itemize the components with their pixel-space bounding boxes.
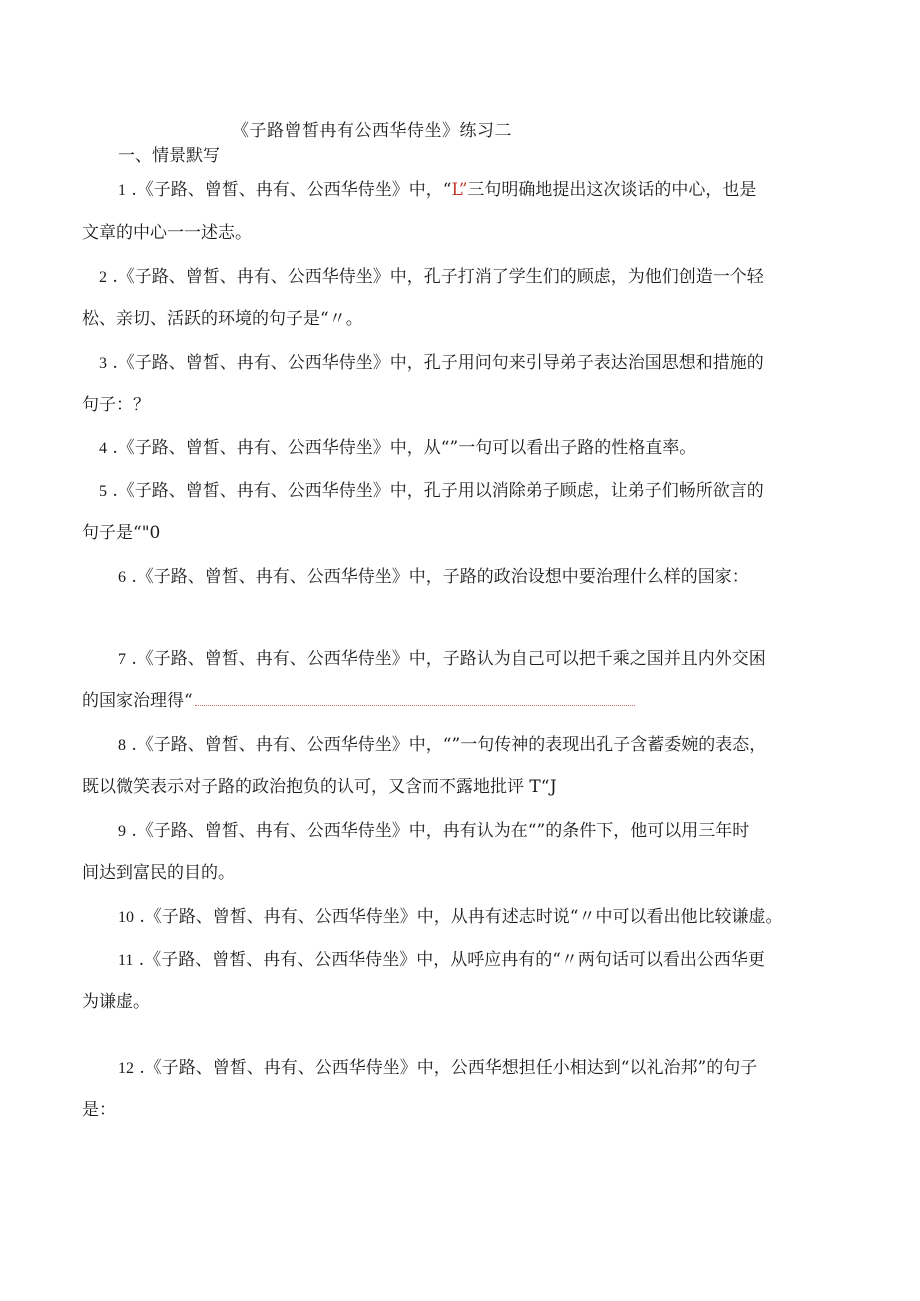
question-number: 3 <box>99 355 107 372</box>
question-2-line-2: 松、亲切、活跃的环境的句子是“〃。 <box>82 309 363 329</box>
page-title: 《子路曾皙冉有公西华侍坐》练习二 <box>232 121 512 141</box>
question-number: 9 <box>118 823 126 840</box>
question-3-line-1: 3 .《子路、曾皙、冉有、公西华侍坐》中，孔子用问句来引导弟子表达治国思想和措施的 <box>99 353 764 373</box>
question-7-line-1: 7 .《子路、曾皙、冉有、公西华侍坐》中，子路认为自己可以把千乘之国并且内外交困 <box>118 649 766 669</box>
question-8-line-1: 8 .《子路、曾皙、冉有、公西华侍坐》中，“”一句传神的表现出孔子含蓄委婉的表态， <box>118 735 767 755</box>
question-number: 8 <box>118 737 126 754</box>
question-11-line-1: 11 .《子路、曾皙、冉有、公西华侍坐》中，从呼应冉有的“〃两句话可以看出公西华更 <box>118 950 765 970</box>
question-number: 7 <box>118 651 126 668</box>
question-1-line-1: 1 .《子路、曾皙、冉有、公西华侍坐》中，“L”三句明确地提出这次谈话的中心，也是 <box>118 180 757 200</box>
question-9-line-2: 间达到富民的目的。 <box>82 863 235 883</box>
question-4-line-1: 4 .《子路、曾皙、冉有、公西华侍坐》中，从“”一句可以看出子路的性格直率。 <box>99 438 697 458</box>
question-11-line-2: 为谦虚。 <box>82 992 150 1012</box>
question-6-line-1: 6 .《子路、曾皙、冉有、公西华侍坐》中，子路的政治设想中要治理什么样的国家： <box>118 567 749 587</box>
question-10-line-1: 10 .《子路、曾皙、冉有、公西华侍坐》中，从冉有述志时说“〃中可以看出他比较谦虚。 <box>118 907 783 927</box>
question-7-line-2: 的国家治理得“ <box>82 690 635 712</box>
fill-in-marker: L” <box>451 180 468 200</box>
question-number: 6 <box>118 569 126 586</box>
question-12-line-2: 是： <box>82 1100 116 1120</box>
answer-blank <box>195 691 635 706</box>
question-2-line-1: 2 .《子路、曾皙、冉有、公西华侍坐》中，孔子打消了学生们的顾虑，为他们创造一个轻 <box>99 267 764 287</box>
section-heading: 一、情景默写 <box>118 146 220 166</box>
question-number: 1 <box>118 182 126 199</box>
question-number: 5 <box>99 483 107 500</box>
question-1-line-2: 文章的中心一一述志。 <box>82 223 252 243</box>
question-8-line-2: 既以微笑表示对子路的政治抱负的认可，又含而不露地批评 T“J <box>82 777 557 797</box>
question-number: 12 <box>118 1060 134 1077</box>
question-number: 10 <box>118 909 134 926</box>
question-12-line-1: 12 .《子路、曾皙、冉有、公西华侍坐》中，公西华想担任小相达到“以礼治邦”的句子 <box>118 1058 758 1078</box>
question-number: 11 <box>118 952 134 969</box>
question-3-line-2: 句子：？ <box>82 395 150 415</box>
question-number: 2 <box>99 269 107 286</box>
question-9-line-1: 9 .《子路、曾皙、冉有、公西华侍坐》中，冉有认为在“”的条件下，他可以用三年时 <box>118 821 750 841</box>
question-number: 4 <box>99 440 107 457</box>
question-5-line-2: 句子是“"0 <box>82 523 161 543</box>
question-5-line-1: 5 .《子路、曾皙、冉有、公西华侍坐》中，孔子用以消除弟子顾虑，让弟子们畅所欲言的 <box>99 481 764 501</box>
